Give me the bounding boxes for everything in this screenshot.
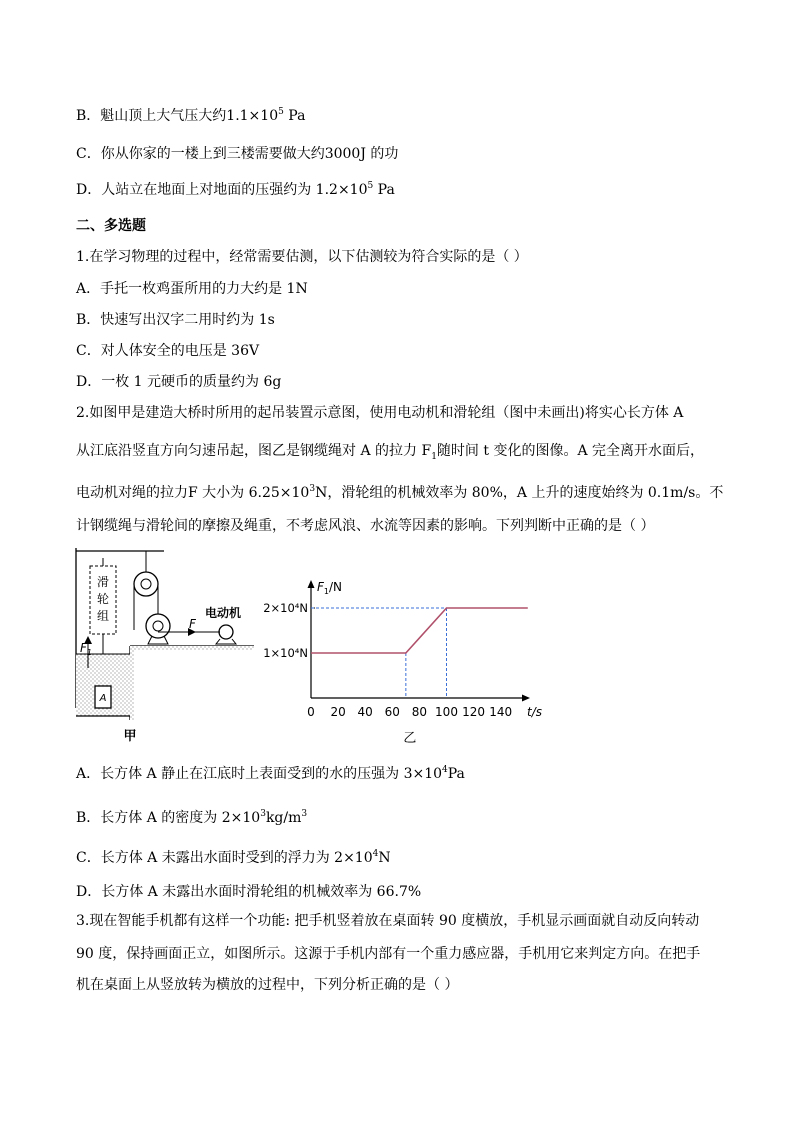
figure-yi-caption: 乙 bbox=[403, 731, 417, 746]
force-f-label: F bbox=[189, 617, 196, 631]
force-f1-label: $F_1$ bbox=[80, 641, 92, 657]
x-axis-label: t/s bbox=[527, 705, 542, 719]
top-pulley bbox=[134, 551, 158, 596]
pulley-group-label-2: 轮 bbox=[96, 592, 110, 606]
q3-stem-line1: 3.现在智能手机都有这样一个功能: 把手机竖着放在桌面转 90 度横放，手机显示画面就自动反向转动 bbox=[76, 913, 700, 929]
y-axis-arrow bbox=[308, 580, 315, 588]
q1-option-b: B．快速写出汉字二用时约为 1s bbox=[76, 312, 275, 328]
series-line bbox=[311, 608, 528, 653]
option-b-prev: B．魁山顶上大气压大约$1.1\times 10^5$ Pa bbox=[76, 107, 306, 124]
x-tick-label: 20 bbox=[330, 705, 346, 719]
q3-stem-line3: 机在桌面上从竖放转为横放的过程中，下列分析正确的是（ ） bbox=[76, 977, 459, 993]
q2-option-d: D．长方体 A 未露出水面时滑轮组的机械效率为 66.7% bbox=[76, 884, 422, 900]
q2-option-c: C．长方体 A 未露出水面时受到的浮力为 $2\times 10^4N$ bbox=[76, 849, 391, 866]
x-tick-label: 0 bbox=[307, 705, 315, 719]
x-tick-label: 100 bbox=[435, 705, 458, 719]
option-d-prev: D．人站立在地面上对地面的压强约为 $1.2\times 10^5$ Pa bbox=[76, 181, 395, 198]
q2-stem-line3: 电动机对绳的拉力F 大小为 $6.25\times 10^3N$，滑轮组的机械效率为 80%，A 上升的速度始终为 0.1m/s。不 bbox=[76, 484, 724, 501]
motor bbox=[216, 625, 236, 644]
x-axis-arrow bbox=[522, 695, 530, 702]
y-axis-label: $F_1/N$ bbox=[317, 580, 343, 596]
q1-stem: 1.在学习物理的过程中，经常需要估测，以下估测较为符合实际的是（ ） bbox=[76, 249, 528, 265]
q3-stem-line2: 90 度，保持画面正立，如图所示。这源于手机内部有一个重力感应器，手机用它来判定方向。在把手 bbox=[76, 946, 701, 962]
figure-jia-caption: 甲 bbox=[123, 729, 137, 744]
q1-option-c: C．对人体安全的电压是 36V bbox=[76, 343, 260, 359]
figure-jia-diagram bbox=[74, 548, 254, 748]
q1-option-a: A．手托一枚鸡蛋所用的力大约是 1N bbox=[76, 281, 308, 297]
q2-option-b: B．长方体 A 的密度为 $2\times 10^3kg/m^3$ bbox=[76, 809, 308, 826]
pulley-group-label-3: 组 bbox=[96, 609, 110, 623]
x-tick-label: 40 bbox=[357, 705, 373, 719]
x-tick-label: 120 bbox=[462, 705, 486, 719]
option-c-prev: C．你从你家的一楼上到三楼需要做大约3000J 的功 bbox=[76, 146, 399, 162]
y-tick-label: 1×10⁴N bbox=[263, 646, 308, 660]
x-tick-label: 140 bbox=[489, 705, 513, 719]
x-tick-label: 80 bbox=[411, 705, 428, 719]
q2-option-a: A．长方体 A 静止在江底时上表面受到的水的压强为 $3\times 10^4Pa$ bbox=[76, 765, 465, 782]
x-tick-label: 60 bbox=[384, 705, 400, 719]
figure-yi-chart bbox=[254, 572, 544, 746]
section-title: 二、多选题 bbox=[76, 218, 146, 234]
q1-option-d: D．一枚 1 元硬币的质量约为 6g bbox=[76, 374, 282, 390]
y-tick-label: 2×10⁴N bbox=[263, 601, 308, 615]
q2-stem-line1: 2.如图甲是建造大桥时所用的起吊装置示意图，使用电动机和滑轮组（图中未画出)将实心长方体 A bbox=[76, 405, 684, 421]
q2-stem-line2: 从江底沿竖直方向匀速吊起，图乙是钢缆绳对 A 的拉力 $F_1$随时间 t 变化的图像。A 完全离开水面后， bbox=[76, 443, 705, 462]
block-a-label: A bbox=[99, 693, 107, 704]
motor-label: 电动机 bbox=[204, 606, 242, 620]
pulley-group-label: 滑 bbox=[96, 575, 110, 589]
lower-pulley bbox=[146, 614, 170, 644]
q2-stem-line4: 计钢缆绳与滑轮间的摩擦及绳重，不考虑风浪、水流等因素的影响。下列判断中正确的是（ ） bbox=[76, 518, 655, 534]
